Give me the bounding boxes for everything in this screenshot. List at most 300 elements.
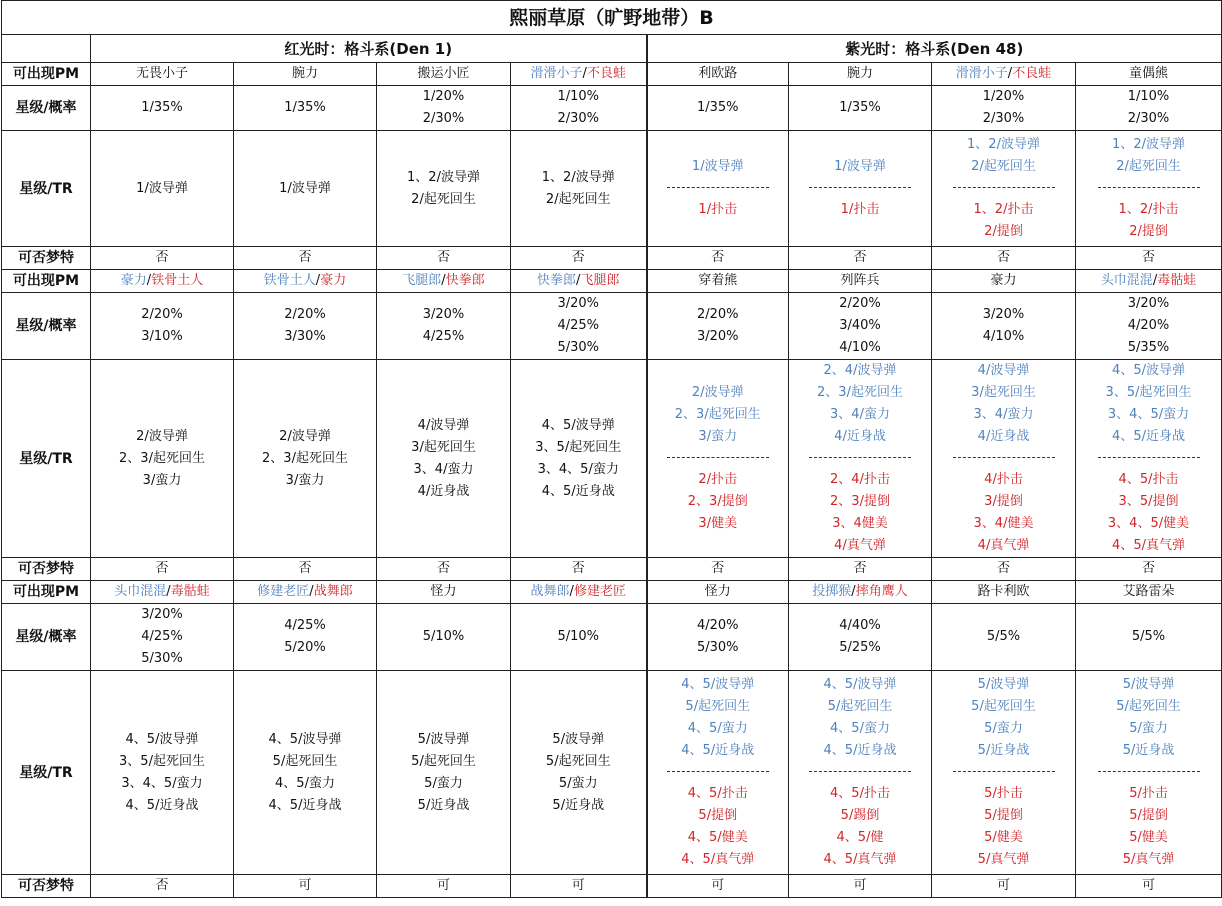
cell-line: 5/蛮力	[424, 775, 463, 791]
tr-cell	[234, 360, 377, 558]
rate-cell	[647, 293, 789, 360]
cell-line: 1/20%	[422, 89, 465, 104]
row-label-pm: 可出现PM	[2, 63, 91, 86]
cell-line: 5/25%	[839, 640, 881, 655]
cell-line: 3、4健美	[832, 516, 888, 531]
cell-line: 4/10%	[982, 329, 1025, 344]
pm-name: 飞腿郎	[580, 273, 620, 288]
pm-name: 艾路雷朵	[1122, 584, 1175, 599]
cell-line: 5/波导弹	[1122, 677, 1175, 692]
pm-name-cell	[789, 581, 932, 604]
dream-cell: 否	[789, 247, 932, 270]
cell-line: 5/蛮力	[558, 775, 598, 791]
cell-line: 3/起死回生	[411, 439, 476, 455]
row-label-dream: 可否梦特	[2, 247, 91, 270]
pm-name: 怪力	[430, 584, 457, 599]
dream-cell: 否	[789, 558, 932, 581]
cell-line: 2、3/提倒	[687, 494, 748, 509]
cell-line: 1/20%	[982, 89, 1025, 104]
dream-cell: 可	[234, 875, 377, 898]
cell-line: 4、5/波导弹	[823, 677, 897, 692]
cell-line: 4/近身战	[417, 483, 470, 499]
tr-cell	[234, 131, 377, 247]
cell-line: 4/40%	[839, 618, 881, 633]
cell-line: 5/扑击	[1129, 786, 1168, 801]
cell-line: 1/10%	[1127, 89, 1170, 104]
cell-line: 4、5/真气弹	[681, 852, 755, 867]
cell-line: 1、2/波导弹	[967, 137, 1040, 152]
pm-name: /	[309, 584, 314, 599]
cell-line: 5/真气弹	[977, 852, 1030, 867]
dream-cell: 否	[647, 558, 789, 581]
cell-line: 4、5/蛮力	[275, 775, 335, 791]
rate-cell	[932, 604, 1076, 671]
cell-line: 4、5/波导弹	[1112, 363, 1185, 378]
rate-cell	[1076, 293, 1222, 360]
rate-cell	[647, 86, 789, 131]
cell-line: 1、2/扑击	[1118, 202, 1179, 217]
cell-line: 4、5/波导弹	[541, 417, 615, 433]
dashed-divider	[667, 457, 769, 460]
cell-line: 3/20%	[557, 296, 600, 311]
cell-line: 5/起死回生	[411, 753, 476, 769]
cell-line: 4/扑击	[984, 472, 1023, 487]
cell-line: 2/提倒	[984, 224, 1023, 239]
dashed-divider	[667, 187, 769, 190]
dashed-divider	[667, 771, 769, 774]
dream-cell: 否	[377, 247, 511, 270]
pm-name-cell	[511, 581, 647, 604]
pm-name: 不良蛙	[1012, 66, 1052, 81]
row-label-tr: 星级/TR	[2, 131, 91, 247]
cell-line: 2/30%	[1127, 111, 1170, 126]
rate-cell	[511, 293, 647, 360]
pm-name-cell	[647, 270, 789, 293]
cell-line: 3/40%	[839, 318, 881, 333]
tr-cell	[511, 360, 647, 558]
cell-line: 3/蛮力	[285, 472, 325, 488]
tr-cell	[1076, 360, 1222, 558]
pm-name: 不良蛙	[586, 66, 626, 81]
pm-name: /	[569, 584, 574, 599]
pm-name-cell	[91, 63, 234, 86]
cell-line: 2/20%	[839, 296, 881, 311]
dashed-divider	[809, 187, 911, 190]
pm-name-cell	[647, 63, 789, 86]
row-label-pm: 可出现PM	[2, 270, 91, 293]
pm-name: 快拳郎	[445, 273, 485, 288]
tr-cell	[932, 360, 1076, 558]
cell-line: 4/25%	[141, 629, 183, 644]
cell-line: 5/提倒	[984, 808, 1023, 823]
cell-line: 4/10%	[839, 340, 881, 355]
cell-line: 2/提倒	[1129, 224, 1168, 239]
dream-cell: 可	[789, 875, 932, 898]
tr-cell	[377, 131, 511, 247]
rate-cell	[234, 293, 377, 360]
row-label-rate: 星级/概率	[2, 293, 91, 360]
cell-line: 4/波导弹	[417, 417, 470, 433]
rate-cell	[91, 604, 234, 671]
cell-line: 5/扑击	[984, 786, 1023, 801]
dream-cell: 否	[932, 558, 1076, 581]
cell-line: 3、4/蛮力	[973, 407, 1034, 422]
cell-line: 2、4/扑击	[830, 472, 890, 487]
row-label-pm: 可出现PM	[2, 581, 91, 604]
dashed-divider	[809, 457, 911, 460]
dream-cell: 否	[91, 558, 234, 581]
rate-cell	[234, 86, 377, 131]
dashed-divider	[1098, 457, 1200, 460]
pm-name: 腕力	[291, 66, 318, 81]
cell-line: 3/健美	[698, 516, 738, 531]
cell-line: 3/20%	[422, 307, 465, 322]
tr-cell	[377, 671, 511, 875]
cell-line: 5/5%	[1131, 629, 1166, 644]
pm-name-cell	[932, 270, 1076, 293]
pm-name: 战舞郎	[530, 584, 570, 599]
pm-name-cell	[377, 581, 511, 604]
cell-line: 3、4、5/蛮力	[537, 461, 619, 477]
cell-line: 5/起死回生	[272, 753, 338, 769]
tr-cell	[91, 671, 234, 875]
pm-name-cell	[234, 270, 377, 293]
cell-line: 4/近身战	[977, 429, 1030, 444]
cell-line: 1/波导弹	[136, 180, 188, 196]
cell-line: 4、5/扑击	[687, 786, 748, 801]
dream-cell: 否	[932, 247, 1076, 270]
cell-line: 4、5/近身战	[1112, 429, 1185, 444]
rate-cell	[91, 86, 234, 131]
rate-cell	[647, 604, 789, 671]
cell-line: 3/20%	[141, 607, 183, 622]
pm-name: 头巾混混	[114, 584, 167, 599]
rate-cell	[932, 293, 1076, 360]
dream-cell: 否	[234, 558, 377, 581]
cell-line: 3/20%	[696, 329, 739, 344]
tr-cell	[91, 131, 234, 247]
cell-line: 2、3/起死回生	[262, 450, 348, 466]
pm-name-cell	[234, 63, 377, 86]
pm-name: 飞腿郎	[402, 273, 442, 288]
cell-line: 5/35%	[1127, 340, 1170, 355]
cell-line: 1、2/波导弹	[541, 169, 615, 185]
dream-cell: 否	[91, 247, 234, 270]
pm-name: 怪力	[704, 584, 731, 599]
cell-line: 3/提倒	[984, 494, 1023, 509]
rate-cell	[377, 604, 511, 671]
pm-name: 路卡利欧	[977, 584, 1030, 599]
pm-name: 修建老匠	[257, 584, 310, 599]
pm-name-cell	[1076, 63, 1222, 86]
cell-line: 3/10%	[141, 329, 183, 344]
cell-line: 2/扑击	[698, 472, 738, 487]
cell-line: 1、2/波导弹	[1112, 137, 1185, 152]
dream-cell: 可	[932, 875, 1076, 898]
cell-line: 5/起死回生	[971, 699, 1036, 714]
tr-cell	[789, 671, 932, 875]
pm-name: 滑滑小子	[530, 66, 583, 81]
row-label-rate: 星级/概率	[2, 604, 91, 671]
rate-cell	[932, 86, 1076, 131]
row-label-rate: 星级/概率	[2, 86, 91, 131]
dream-cell: 否	[647, 247, 789, 270]
den-left-header: 红光时：格斗系(Den 1)	[91, 35, 647, 63]
cell-line: 3/蛮力	[142, 472, 182, 488]
pm-name: 童偶熊	[1129, 66, 1169, 81]
pm-name-cell	[91, 270, 234, 293]
dream-cell: 否	[91, 875, 234, 898]
cell-line: 4、5/近身战	[681, 743, 755, 758]
dream-cell: 可	[511, 875, 647, 898]
cell-line: 3/20%	[1127, 296, 1170, 311]
cell-line: 5/近身战	[417, 797, 470, 813]
cell-line: 4、5/真气弹	[1112, 538, 1185, 553]
cell-line: 1/波导弹	[279, 180, 331, 196]
cell-line: 5/真气弹	[1122, 852, 1175, 867]
cell-line: 2/起死回生	[545, 191, 611, 207]
dashed-divider	[953, 187, 1055, 190]
cell-line: 5/起死回生	[827, 699, 893, 714]
rate-cell	[789, 604, 932, 671]
cell-line: 2/起死回生	[411, 191, 476, 207]
rate-cell	[1076, 86, 1222, 131]
cell-line: 5/20%	[284, 640, 326, 655]
row-label-dream: 可否梦特	[2, 558, 91, 581]
cell-line: 4、5/近身战	[125, 797, 199, 813]
pm-name: /	[582, 66, 587, 81]
pm-name: 快拳郎	[537, 273, 577, 288]
cell-line: 5/健美	[984, 830, 1023, 845]
pm-name: 战舞郎	[313, 584, 353, 599]
row-label-dream: 可否梦特	[2, 875, 91, 898]
cell-line: 4、5/健美	[687, 830, 748, 845]
cell-line: 1、2/扑击	[973, 202, 1034, 217]
cell-line: 2/30%	[422, 111, 465, 126]
cell-line: 4/20%	[696, 618, 739, 633]
cell-line: 4、5/波导弹	[125, 731, 199, 747]
cell-line: 3、4/健美	[973, 516, 1034, 531]
cell-line: 2、4/波导弹	[823, 363, 897, 378]
pm-name-cell	[789, 270, 932, 293]
pm-name: 腕力	[846, 66, 873, 81]
rate-cell	[377, 293, 511, 360]
cell-line: 3、5/起死回生	[119, 753, 205, 769]
dream-cell: 可	[377, 875, 511, 898]
cell-line: 3、5/起死回生	[1105, 385, 1192, 400]
cell-line: 4、5/蛮力	[830, 721, 890, 736]
cell-line: 5/蛮力	[1129, 721, 1168, 736]
pm-name: 豪力	[120, 273, 147, 288]
tr-cell	[511, 131, 647, 247]
den-right-header: 紫光时：格斗系(Den 48)	[647, 35, 1222, 63]
tr-cell	[932, 131, 1076, 247]
pm-name-cell	[377, 270, 511, 293]
dream-cell: 可	[647, 875, 789, 898]
pm-name: 铁骨土人	[151, 273, 204, 288]
cell-line: 5/10%	[422, 629, 465, 644]
cell-line: 4、5/波导弹	[681, 677, 755, 692]
cell-line: 5/30%	[557, 340, 600, 355]
dream-cell: 否	[234, 247, 377, 270]
pm-name-cell	[932, 63, 1076, 86]
rate-cell	[789, 86, 932, 131]
pm-name-cell	[789, 63, 932, 86]
dream-cell: 可	[1076, 875, 1222, 898]
dashed-divider	[953, 457, 1055, 460]
dashed-divider	[1098, 187, 1200, 190]
tr-cell	[1076, 671, 1222, 875]
cell-line: 4/25%	[284, 618, 326, 633]
cell-line: 3、5/起死回生	[535, 439, 622, 455]
cell-line: 5/10%	[557, 629, 600, 644]
cell-line: 4、5/蛮力	[687, 721, 748, 736]
cell-line: 3、4、5/蛮力	[121, 775, 203, 791]
cell-line: 3/30%	[284, 329, 326, 344]
pm-name-cell	[511, 63, 647, 86]
cell-line: 2/30%	[557, 111, 600, 126]
cell-line: 5/蛮力	[984, 721, 1023, 736]
cell-line: 5/起死回生	[1116, 699, 1181, 714]
cell-line: 5/健美	[1129, 830, 1168, 845]
cell-line: 4、5/健	[836, 830, 884, 845]
cell-line: 1/35%	[141, 100, 183, 115]
rate-cell	[91, 293, 234, 360]
pm-name-cell	[91, 581, 234, 604]
cell-line: 5/波导弹	[977, 677, 1030, 692]
cell-line: 5/起死回生	[685, 699, 751, 714]
cell-line: 5/波导弹	[417, 731, 470, 747]
cell-line: 4、5/波导弹	[268, 731, 342, 747]
pm-name: 列阵兵	[840, 273, 880, 288]
cell-line: 3、4/蛮力	[413, 461, 474, 477]
cell-line: 1、2/波导弹	[407, 169, 480, 185]
cell-line: 4/25%	[422, 329, 465, 344]
tr-cell	[511, 671, 647, 875]
pm-name: 毒骷蛙	[170, 584, 210, 599]
pm-name: 滑滑小子	[955, 66, 1008, 81]
cell-line: 2/起死回生	[1116, 159, 1181, 174]
pm-name-cell	[377, 63, 511, 86]
cell-line: 2/波导弹	[136, 428, 188, 444]
cell-line: 2/20%	[141, 307, 183, 322]
pm-name: 豪力	[320, 273, 347, 288]
dream-cell: 否	[511, 558, 647, 581]
tr-cell	[647, 131, 789, 247]
cell-line: 4、5/扑击	[1118, 472, 1179, 487]
corner-cell	[2, 35, 91, 63]
pm-name: /	[851, 584, 856, 599]
tr-cell	[91, 360, 234, 558]
cell-line: 4、5/近身战	[541, 483, 615, 499]
cell-line: 1/35%	[839, 100, 881, 115]
cell-line: 4、5/扑击	[830, 786, 890, 801]
pm-name: /	[576, 273, 581, 288]
pm-name-cell	[932, 581, 1076, 604]
cell-line: 3/起死回生	[971, 385, 1036, 400]
cell-line: 1/波导弹	[691, 159, 744, 174]
cell-line: 2、3/起死回生	[817, 385, 903, 400]
dashed-divider	[809, 771, 911, 774]
tr-cell	[647, 360, 789, 558]
cell-line: 5/近身战	[977, 743, 1030, 758]
cell-line: 4/真气弹	[977, 538, 1030, 553]
pm-name: 投掷猴	[812, 584, 852, 599]
pm-name: 豪力	[990, 273, 1017, 288]
tr-cell	[789, 360, 932, 558]
cell-line: 5/5%	[986, 629, 1021, 644]
row-label-tr: 星级/TR	[2, 360, 91, 558]
cell-line: 4/波导弹	[977, 363, 1030, 378]
cell-line: 1/扑击	[840, 202, 880, 217]
rate-cell	[511, 604, 647, 671]
cell-line: 4、5/真气弹	[823, 852, 897, 867]
cell-line: 4/20%	[1127, 318, 1170, 333]
rate-cell	[377, 86, 511, 131]
cell-line: 5/起死回生	[545, 753, 611, 769]
pm-name: 头巾混混	[1100, 273, 1153, 288]
pm-name: /	[166, 584, 171, 599]
cell-line: 4、5/近身战	[268, 797, 342, 813]
cell-line: 2/波导弹	[279, 428, 331, 444]
cell-line: 5/近身战	[552, 797, 605, 813]
raid-den-table	[1, 0, 1222, 898]
dream-cell: 否	[511, 247, 647, 270]
cell-line: 5/提倒	[698, 808, 738, 823]
pm-name: 无畏小子	[135, 66, 188, 81]
cell-line: 3、5/提倒	[1118, 494, 1179, 509]
cell-line: 4/25%	[557, 318, 600, 333]
pm-name: 搬运小匠	[417, 66, 470, 81]
cell-line: 3/20%	[982, 307, 1025, 322]
cell-line: 2/20%	[696, 307, 739, 322]
cell-line: 3/蛮力	[698, 429, 738, 444]
pm-name-cell	[647, 581, 789, 604]
pm-name-cell	[1076, 581, 1222, 604]
pm-name: 铁骨土人	[263, 273, 316, 288]
cell-line: 5/30%	[141, 651, 183, 666]
dashed-divider	[953, 771, 1055, 774]
cell-line: 2/波导弹	[691, 385, 744, 400]
pm-name: 利欧路	[698, 66, 738, 81]
page-title: 熙丽草原（旷野地带）B	[2, 1, 1222, 35]
rate-cell	[1076, 604, 1222, 671]
rate-cell	[234, 604, 377, 671]
row-label-tr: 星级/TR	[2, 671, 91, 875]
pm-name: 修建老匠	[573, 584, 626, 599]
tr-cell	[377, 360, 511, 558]
tr-cell	[1076, 131, 1222, 247]
pm-name: /	[441, 273, 446, 288]
cell-line: 5/踢倒	[840, 808, 880, 823]
dashed-divider	[1098, 771, 1200, 774]
tr-cell	[789, 131, 932, 247]
pm-name: 摔角鹰人	[855, 584, 908, 599]
rate-cell	[789, 293, 932, 360]
tr-cell	[234, 671, 377, 875]
tr-cell	[932, 671, 1076, 875]
cell-line: 4、5/近身战	[823, 743, 897, 758]
cell-line: 5/提倒	[1129, 808, 1168, 823]
cell-line: 5/波导弹	[552, 731, 605, 747]
cell-line: 5/30%	[696, 640, 739, 655]
rate-cell	[511, 86, 647, 131]
pm-name-cell	[1076, 270, 1222, 293]
pm-name: /	[1007, 66, 1013, 81]
cell-line: 1/扑击	[698, 202, 738, 217]
tr-cell	[647, 671, 789, 875]
pm-name-cell	[511, 270, 647, 293]
